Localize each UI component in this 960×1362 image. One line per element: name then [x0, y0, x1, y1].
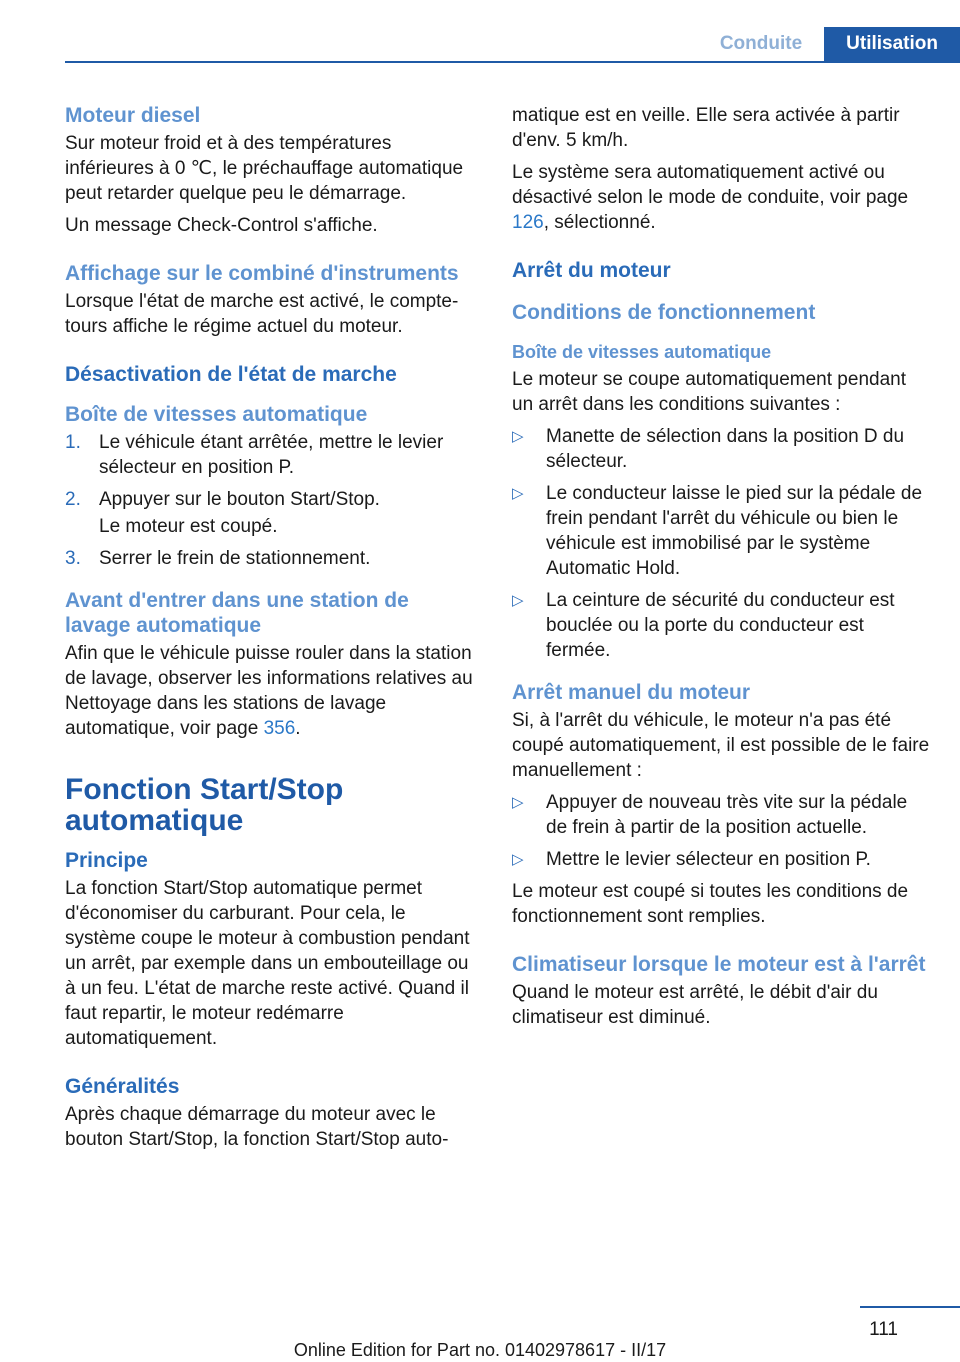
principle-paragraph: La fonction Start/Stop automatique permet d'économiser du carburant. Pour cela, le système coupe le moteur à combustion pendant un arrêt, par exemple dans un embouteillage ou à un feu. L'état de marche reste activé. Quand il faut repartir, le moteur redémarre automatiquement. [65, 878, 470, 1049]
footer-rule [860, 1306, 960, 1308]
auto-gear-paragraph: Le moteur se coupe automatiquement pendant un arrêt dans les conditions suivantes : [512, 369, 906, 415]
cluster-heading: Affichage sur le combiné d'instruments [65, 262, 459, 285]
step-text: Appuyer sur le bouton Start/Stop. [99, 489, 380, 510]
general-heading: Généralités [65, 1075, 180, 1098]
list-item [512, 481, 930, 581]
footer-edition: Online Edition for Part no. 01402978617 - II/17 [293, 1340, 667, 1360]
carwash-text: Afin que le véhicule puisse rouler dans la station de lavage, observer les informations relatives au Nettoyage dans les stations de lavage automatique, voir page [65, 643, 473, 739]
general-text-end: , sélectionné. [543, 212, 656, 233]
step-number: 3. [65, 548, 81, 569]
conditions-heading: Conditions de fonctionnement [512, 301, 816, 324]
manual-stop-heading: Arrêt manuel du moteur [512, 681, 751, 704]
diesel-heading: Moteur diesel [65, 104, 201, 127]
left-column [65, 103, 478, 1159]
triangle-right-icon: ▷ [512, 485, 524, 502]
header-tabs [698, 27, 960, 61]
carwash-heading: Avant d'entrer dans une station de lavage automatique [65, 589, 409, 637]
step-item [65, 546, 478, 571]
carwash-text-end: . [295, 718, 301, 739]
step-number: 2. [65, 489, 81, 510]
deactivate-heading: Désactivation de l'état de marche [65, 363, 397, 386]
step-item [65, 487, 478, 512]
step-item [65, 430, 478, 480]
driving-mode-page-link[interactable]: 126 [512, 212, 544, 233]
cluster-paragraph: Lorsque l'état de marche est activé, le compte-tours affiche le régime actuel du moteur. [65, 291, 459, 337]
step-text: Serrer le frein de stationnement. [99, 548, 371, 569]
engine-stop-heading: Arrêt du moteur [512, 259, 671, 282]
triangle-right-icon: ▷ [512, 794, 524, 811]
carwash-paragraph [65, 641, 478, 741]
manual-item-text: Mettre le levier sélecteur en position P. [546, 849, 871, 870]
condition-text: Manette de sélection dans la position D du sélecteur. [546, 426, 905, 472]
step-number: 1. [65, 432, 81, 453]
list-item [512, 847, 930, 872]
triangle-right-icon: ▷ [512, 428, 524, 445]
tab-operation[interactable]: Utilisation [824, 27, 960, 61]
list-item [512, 588, 930, 663]
ac-heading: Climatiseur lorsque le moteur est à l'arrêt [512, 953, 926, 976]
general-paragraph-1: Après chaque démarrage du moteur avec le bouton Start/Stop, la fonction Start/Stop auto- [65, 1104, 449, 1150]
ac-paragraph: Quand le moteur est arrêté, le débit d'air du climatiseur est diminué. [512, 982, 878, 1028]
general-paragraph-2 [512, 160, 930, 235]
diesel-paragraph-2: Un message Check-Control s'affiche. [65, 215, 378, 236]
list-item [512, 790, 930, 840]
manual-item-text: Appuyer de nouveau très vite sur la pédale de frein à partir de la position actuelle. [546, 792, 908, 838]
page-number: 111 [869, 1319, 898, 1340]
manual-paragraph-1: Si, à l'arrêt du véhicule, le moteur n'a pas été coupé automatiquement, il est possible de le faire manuellement : [512, 710, 930, 781]
general-paragraph-1-continued: matique est en veille. Elle sera activée à partir d'env. 5 km/h. [512, 105, 900, 151]
principle-heading: Principe [65, 849, 148, 872]
chapter-title: Fonction Start/Stop automatique [65, 773, 344, 837]
general-text: Le système sera automatiquement activé ou désactivé selon le mode de conduite, voir page [512, 162, 909, 208]
auto-gear-heading-right: Boîte de vitesses automatique [512, 342, 772, 362]
diesel-paragraph-1: Sur moteur froid et à des températures inférieures à 0 ℃, le préchauffage automatique peut retarder quelque peu le démarrage. [65, 133, 464, 204]
manual-paragraph-2: Le moteur est coupé si toutes les conditions de fonctionnement sont remplies. [512, 881, 909, 927]
step-text: Le véhicule étant arrêtée, mettre le levier sélecteur en position P. [99, 432, 444, 478]
tab-driving[interactable]: Conduite [698, 27, 824, 61]
triangle-right-icon: ▷ [512, 592, 524, 609]
right-column [512, 103, 930, 1037]
condition-text: Le conducteur laisse le pied sur la pédale de frein pendant l'arrêt du véhicule ou bien le véhicule est immobilisé par le système Automatic Hold. [546, 483, 923, 579]
auto-gear-heading-left: Boîte de vitesses automatique [65, 403, 368, 426]
step-subtext: Le moteur est coupé. [99, 516, 278, 537]
list-item [512, 424, 930, 474]
carwash-page-link[interactable]: 356 [263, 718, 296, 739]
condition-text: La ceinture de sécurité du conducteur est bouclée ou la porte du conducteur est fermée. [546, 590, 895, 661]
header-rule [65, 61, 960, 63]
triangle-right-icon: ▷ [512, 851, 524, 868]
